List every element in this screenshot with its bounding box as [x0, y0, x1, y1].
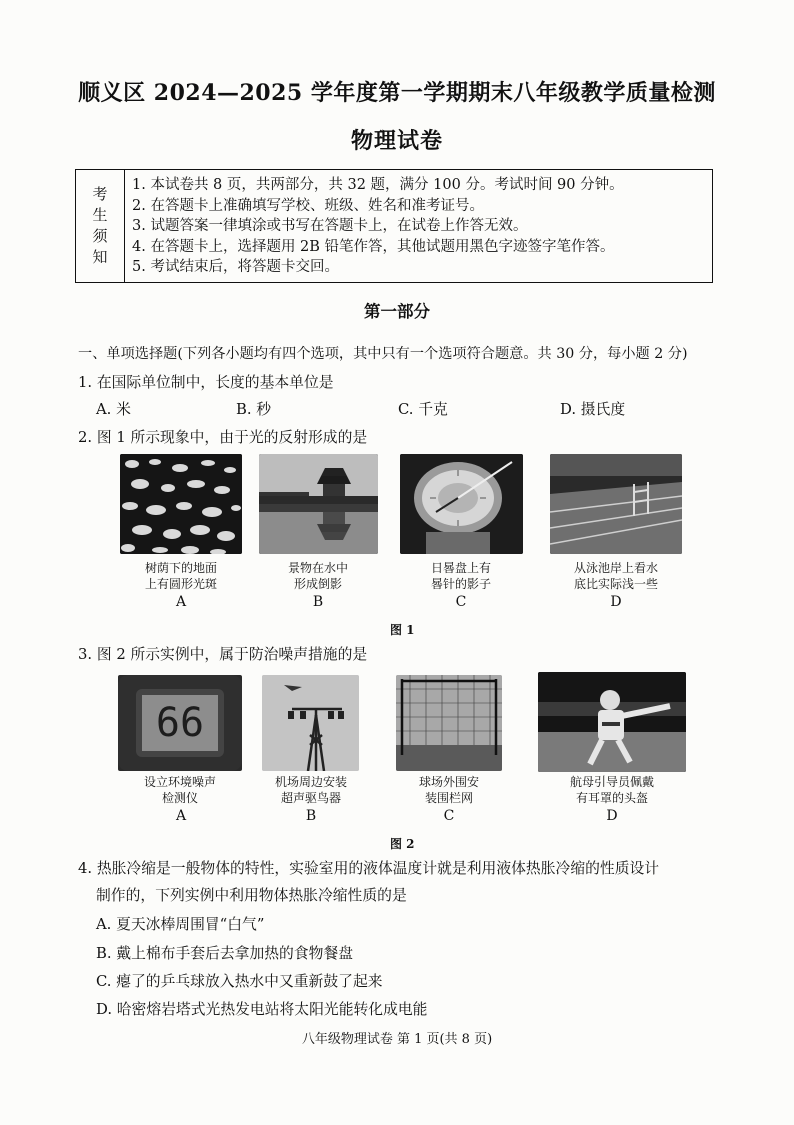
- notice-item: 3. 试题答案一律填涂或书写在答题卡上，在试卷上作答无效。: [132, 218, 528, 234]
- photo-carrier-crew-earmuffs: [538, 672, 686, 772]
- fig1-caption-a: 树荫下的地面 上有圆形光斑: [144, 561, 217, 591]
- q4-option-a: A. 夏天冰棒周围冒“白气”: [96, 916, 265, 933]
- q4-option-b: B. 戴上棉布手套后去拿加热的食物餐盘: [96, 945, 354, 962]
- fig2-caption-a: 设立环境噪声 检测仪: [143, 775, 216, 805]
- notice-label-char: 生: [92, 206, 108, 224]
- question-2-stem: 2. 图 1 所示现象中，由于光的反射形成的是: [78, 429, 368, 446]
- q1-option-a: A. 米: [96, 401, 131, 418]
- section-instructions: 一、单项选择题(下列各小题均有四个选项，其中只有一个选项符合题意。共 30 分，每小题 2 分): [78, 346, 688, 362]
- notice-item: 1. 本试卷共 8 页，共两部分，共 32 题，满分 100 分。考试时间 90 分钟。: [132, 177, 624, 193]
- figure-1-label: 图 1: [390, 623, 415, 637]
- notice-label-char: 知: [92, 248, 108, 266]
- fig1-caption-d: 从泳池岸上看水 底比实际浅一些: [573, 561, 658, 591]
- fig1-caption-c: 日晷盘上有 晷针的影子: [430, 561, 491, 591]
- fig2-letter-a: A: [175, 808, 187, 824]
- figure-2-label: 图 2: [390, 837, 415, 851]
- notice-item: 2. 在答题卡上准确填写学校、班级、姓名和准考证号。: [132, 197, 484, 214]
- notice-items: [132, 175, 707, 278]
- photo-water-reflection: [259, 454, 378, 554]
- photo-stadium-fence-net: [396, 675, 502, 771]
- q1-option-c: C. 千克: [398, 401, 448, 418]
- fig1-caption-b: 景物在水中 形成倒影: [287, 561, 348, 591]
- q4-option-d: D. 哈密熔岩塔式光热发电站将太阳光能转化成电能: [96, 1001, 428, 1018]
- fig2-caption-b: 机场周边安装 超声驱鸟器: [274, 775, 347, 805]
- fig2-letter-c: C: [443, 808, 455, 824]
- fig2-caption-c: 球场外围安 装围栏网: [418, 775, 479, 805]
- page-footer: 八年级物理试卷 第 1 页(共 8 页): [301, 1032, 493, 1047]
- question-1-stem: 1. 在国际单位制中，长度的基本单位是: [78, 374, 334, 391]
- exam-subject-title: 物理试卷: [350, 128, 443, 154]
- photo-sundial-shadow: [400, 454, 523, 554]
- notice-item: 5. 考试结束后，将答题卡交回。: [132, 259, 339, 275]
- fig1-letter-a: A: [175, 594, 187, 610]
- photo-swimming-pool: [550, 454, 682, 554]
- q1-option-b: B. 秒: [236, 401, 272, 418]
- photo-ultrasonic-bird-repeller: [262, 675, 359, 771]
- fig2-letter-b: B: [305, 808, 317, 824]
- candidate-notice-box: [75, 169, 713, 283]
- photo-noise-monitor: [118, 675, 242, 771]
- q4-option-c: C. 瘪了的乒乓球放入热水中又重新鼓了起来: [96, 973, 383, 990]
- notice-label-char: 须: [92, 227, 108, 245]
- part-heading: 第一部分: [364, 302, 430, 321]
- question-3-stem: 3. 图 2 所示实例中，属于防治噪声措施的是: [78, 646, 368, 663]
- notice-label-char: 考: [92, 185, 108, 203]
- exam-title: 顺义区 2024—2025 学年度第一学期期末八年级教学质量检测: [78, 80, 716, 106]
- notice-label: [76, 170, 125, 282]
- photo-dappled-light-spots: [120, 454, 242, 554]
- fig2-caption-d: 航母引导员佩戴 有耳罩的头盔: [569, 775, 654, 805]
- notice-item: 4. 在答题卡上，选择题用 2B 铅笔作答，其他试题用黑色字迹签字笔作答。: [132, 238, 615, 255]
- question-4-stem-line-1: 4. 热胀冷缩是一般物体的特性，实验室用的液体温度计就是利用液体热胀冷缩的性质设计: [78, 860, 660, 877]
- fig1-letter-b: B: [312, 594, 324, 610]
- q1-option-d: D. 摄氏度: [560, 401, 626, 418]
- fig1-letter-c: C: [455, 594, 467, 610]
- question-4-stem-line-2: 制作的，下列实例中利用物体热胀冷缩性质的是: [96, 887, 407, 904]
- noise-display-readout: 66: [155, 700, 205, 746]
- fig1-letter-d: D: [610, 594, 622, 610]
- fig2-letter-d: D: [606, 808, 618, 824]
